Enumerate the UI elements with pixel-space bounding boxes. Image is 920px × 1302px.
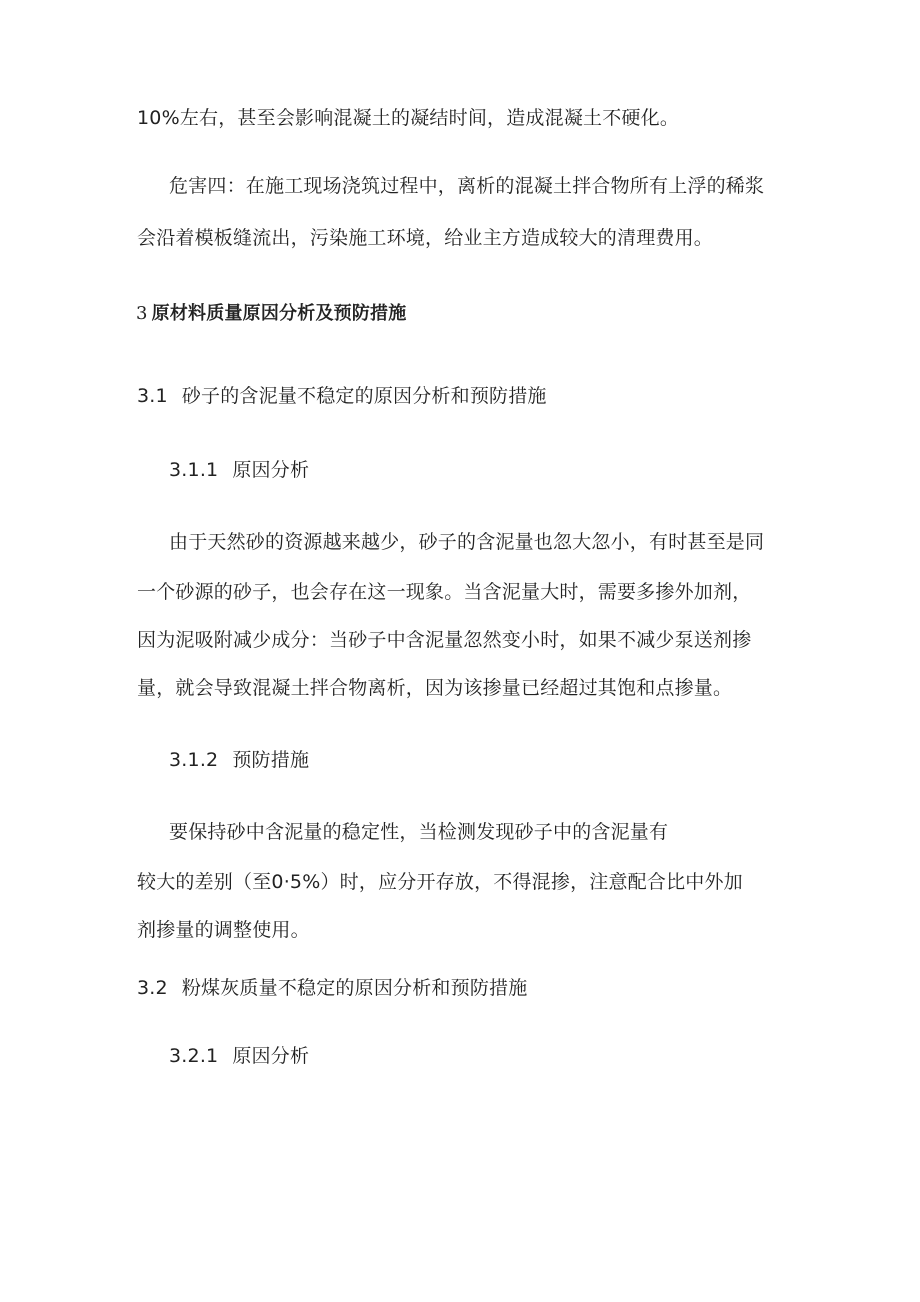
section-number: 3.1.2 — [169, 749, 219, 771]
section-heading-3-1-1 — [169, 458, 309, 482]
section-heading-3-1 — [137, 384, 547, 408]
section-title: 粉煤灰质量不稳定的原因分析和预防措施 — [181, 977, 528, 999]
paragraph-line: 10%左右，甚至会影响混凝土的凝结时间，造成混凝土不硬化。 — [137, 107, 680, 129]
section-heading-3-2-1 — [169, 1044, 309, 1068]
section-title: 原材料质量原因分析及预防措施 — [151, 303, 407, 324]
paragraph-line: 量，就会导致混凝土拌合物离析，因为该掺量已经超过其饱和点掺量。 — [137, 677, 733, 699]
paragraph-line: 由于天然砂的资源越来越少，砂子的含泥量也忽大忽小，有时甚至是同 — [169, 531, 765, 553]
paragraph-line: 较大的差别（至0·5%）时，应分开存放，不得混掺，注意配合比中外加 — [137, 871, 743, 893]
section-number: 3.2.1 — [169, 1045, 219, 1067]
paragraph-line: 因为泥吸附减少成分：当砂子中含泥量忽然变小时，如果不减少泵送剂掺 — [137, 629, 752, 651]
section-title: 预防措施 — [232, 749, 310, 771]
section-heading-3-1-2 — [169, 748, 309, 772]
paragraph-line: 一个砂源的砂子，也会存在这一现象。当含泥量大时，需要多掺外加剂， — [137, 581, 752, 603]
paragraph-line: 要保持砂中含泥量的稳定性，当检测发现砂子中的含泥量有 — [169, 821, 669, 843]
section-heading-3 — [136, 302, 406, 326]
paragraph-line: 剂掺量的调整使用。 — [137, 919, 310, 941]
section-number: 3.1 — [137, 385, 168, 407]
section-title: 砂子的含泥量不稳定的原因分析和预防措施 — [181, 385, 547, 407]
section-number: 3.1.1 — [169, 459, 219, 481]
section-title: 原因分析 — [232, 459, 310, 481]
paragraph-line: 危害四：在施工现场浇筑过程中，离析的混凝土拌合物所有上浮的稀浆 — [169, 175, 765, 197]
section-heading-3-2 — [137, 976, 527, 1000]
section-number: 3.2 — [137, 977, 168, 999]
section-title: 原因分析 — [232, 1045, 310, 1067]
paragraph-line: 会沿着模板缝流出，污染施工环境，给业主方造成较大的清理费用。 — [137, 227, 714, 249]
section-number: 3 — [136, 303, 148, 324]
